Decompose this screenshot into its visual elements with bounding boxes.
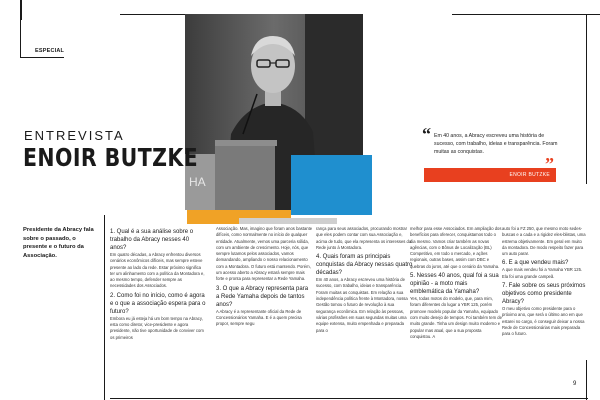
question-7: 7. Fale sobre os seus próximos objetivos como presidente Abracy? [502,283,586,306]
frame-line-left-col [104,215,105,400]
answer-4-continued: melhor para esse Associados. Em ampliação dos benefícios para oferecer, conquistamos todo o dia mesmo. Vamos criar também as novas agências, com o Bônus de Localização (BL) Competitivo, em todo o mercado, e ações regionais, outras bases, assim com DBC e quebras do juros, até que o cenário da Yamaha. [410,226,502,269]
quote-signature: ENOIR BUTZKE [509,171,550,178]
question-1: 1. Qual é a sua análise sobre o trabalho da Abracy nesses 40 anos? [110,229,194,251]
frame-line-bottom-right [586,360,587,400]
close-quote-icon: ” [545,154,554,174]
frame-line-right-vertical [586,14,587,184]
text-column-3 [316,226,413,336]
frame-line-top [20,0,22,20]
answer-5: Yes, todas motos do modelo, que, para mim, foram diferentes do lugar a YBR 125, porém promove modelo popular da Yamaha, equipado com muito desejo de tempos. Foi também tem de muito grande. Tinha um design muito moderno e popular mas atual, que a sua proposta conquistou. A [410,296,502,339]
frame-line-bottom [110,398,588,399]
text-column-4 [410,226,502,342]
page-number: 9 [573,381,577,387]
answer-2-continued: Associação. Mas, imagino que foram anos bastante difíceis, como normalmente no início de qualquer entidade. Atualmente, vemos uma parceria sólida, com um ambiente de crescimento. Hoje, nós, que sempre lutamos pelos associados, vamos demandando, ampliando o nosso relacionamento com a Montadora. O futuro está mantendo. Porém, um acesso aberto a Abracy estará sempre mais forte e pronta para representar a Rede Yamaha. [216,226,313,282]
kicker: ENTREVISTA [24,128,125,143]
frame-line-top-right [120,14,190,15]
open-quote-icon: “ [422,124,431,144]
answer-3-continued: rança para seus associados, procurando mostrar que eles podem contar com sua Associação e, acima de tudo, que ela representa os interesses da Rede junto à Montadora. [316,226,412,250]
answer-3: A Abracy é a representante oficial da Rede de Concessionários Yamaha. E é a quem precisa propor, sempre segu [216,308,302,327]
question-6: 6. E a que vendeu mais? [502,260,569,267]
answer-4: Em 40 anos, a Abracy escreveu uma história de sucesso, com trabalho, ideias e transparência. Foram muitas as conquistas. Em relação a sua independência política frente à Montadora, nossa Gestão tomou o futuro de revolução à sua segurança econômica. Em relação às pessoas, várias profissões em suas segundas muitas uma equipe extensa, muito empenhada e preparada para o [316,277,408,333]
question-5: 5. Nesses 40 anos, qual foi a sua opinião - a moto mais emblemática da Yamaha? [410,273,499,296]
frame-line-right-top [452,14,600,15]
text-column-2 [216,226,313,330]
text-column-5 [502,226,587,340]
answer-6: A que mais vendeu foi a Yamaha YBR 125. Ela foi uma grande campeã. [502,267,583,279]
question-3: 3. O que a Abracy representa para a Rede Yamaha depois de tantos anos? [216,285,309,308]
question-2: 2. Como foi no início, como é agora e o que a associação espera para o futuro? [110,292,206,315]
section-label: ESPECIAL [35,48,65,54]
answer-2: Embora eu já esteja há um bom tempo na Abracy, esta como diretor, vice-presidente e agora presidente, não tive oportunidade de conviver com os primeiros [110,315,204,340]
answer-7: O meu objetivo como presidente para o próximo ano, que será o último ano em que estarei no cargo, é conseguir deixar a nossa Rede de Concessionárias mais preparada para o futuro. [502,306,585,337]
text-column-1 [110,226,207,343]
pull-quote: Em 40 anos, a Abracy escreveu uma história de sucesso, com trabalho, ideias e transparência. Foram muitas as conquistas. [434,133,558,156]
quote-signature-bar [424,168,556,182]
gray-accent-bar [239,218,337,224]
headline: ENOIR BUTZKE [23,143,199,172]
lead-paragraph: Presidente da Abracy fala sobre o passado, o presente e o futuro da Associação. [23,227,94,259]
answer-1: Em quatro décadas, a Abracy enfrentou diversos cenários econômicos difíceis, mas sempre esteve presente ao lado da rede. Estar próximo significa ter um alinhamento com a política da Montadora e, ao mesmo tempo, defender sempre as necessidades dos Associados. [110,252,205,289]
blue-accent-block [291,155,372,215]
svg-text:HA: HA [189,175,206,189]
section-tag [20,20,64,58]
answer-5-continued: auto foi a FZ 250, que mesmo moto sedes-buscas e a cada e a rigidez eles-blistas, uma estrema objetivamente. Em geral em muito da montadora. De modo respeito fazer para um auto parar. [502,226,586,257]
question-4: 4. Quais foram as principais conquistas da Abracy nessas quatro décadas? [316,254,413,277]
